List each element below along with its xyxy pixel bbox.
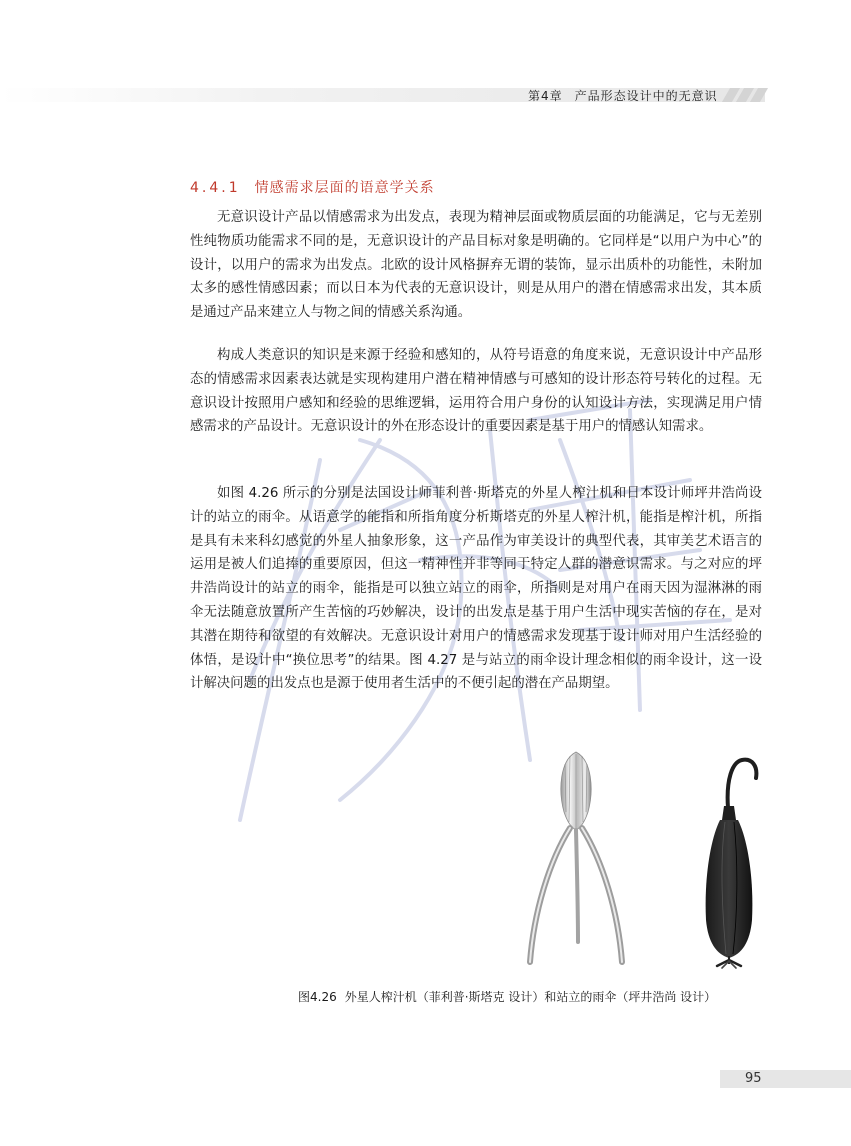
body-paragraph-1: 无意识设计产品以情感需求为出发点，表现为精神层面或物质层面的功能满足，它与无差别性纯物质功能需求不同的是，无意识设计的产品目标对象是明确的。它同样是“以用户为中心”的设计，以用户的需求为出发点。北欧的设计风格摒弃无谓的装饰，显示出质朴的功能性，未附加太多的感性情感因素；而以日本为代表的无意识设计，则是从用户的潜在情感需求出发，其本质是通过产品来建立人与物之间的情感关系沟通。 xyxy=(190,210,762,321)
section-heading xyxy=(190,177,435,197)
footer-bar xyxy=(720,1070,851,1088)
running-header xyxy=(528,87,718,104)
figure-caption xyxy=(298,988,716,1005)
section-title: 情感需求层面的语意学关系 xyxy=(254,180,435,196)
juicer-image xyxy=(530,752,622,962)
header-stripes xyxy=(720,88,770,102)
umbrella-image xyxy=(706,760,757,968)
figure-caption-text: 外星人榨汁机（菲利普·斯塔克 设计）和站立的雨伞（坪井浩尚 设计） xyxy=(344,990,717,1004)
chapter-title: 产品形态设计中的无意识 xyxy=(574,89,718,103)
figure-number: 图4.26 xyxy=(298,990,337,1004)
body-paragraph-2: 构成人类意识的知识是来源于经验和感知的，从符号语意的角度来说，无意识设计中产品形态的情感需求因素表达就是实现构建用户潜在精神情感与可感知的设计形态符号转化的过程。无意识设计按照用户感知和经验的思维逻辑，运用符合用户身份的认知设计方法，实现满足用户情感需求的产品设计。无意识设计的外在形态设计的重要因素是基于用户的情感认知需求。 xyxy=(190,348,762,435)
body-paragraph-3: 如图 4.26 所示的分别是法国设计师菲利普·斯塔克的外星人榨汁机和日本设计师坪井浩尚设计的站立的雨伞。从语意学的能指和所指角度分析斯塔克的外星人榨汁机，能指是榨汁机，所指是具有未来科幻感觉的外星人抽象形象，这一产品作为审美设计的典型代表，其审美艺术语言的运用是被人们追捧的重要原因，但这一精神性并非等同于特定人群的潜意识需求。与之对应的坪井浩尚设计的站立的雨伞，能指是可以独立站立的雨伞，所指则是对用户在雨天因为湿淋淋的雨伞无法随意放置所产生苦恼的巧妙解决，设计的出发点是基于用户生活中现实苦恼的存在，是对其潜在期待和欲望的有效解决。无意识设计对用户的情感需求发现基于设计师对用户生活经验的体悟，是设计中“换位思考”的结果。图 4.27 是与站立的雨伞设计理念相似的雨伞设计，这一设计解决问题的出发点也是源于使用者生活中的不便引起的潜在产品期望。 xyxy=(190,486,762,692)
chapter-label: 第4章 xyxy=(528,89,563,103)
section-number: 4.4.1 xyxy=(190,180,241,196)
page-number: 95 xyxy=(745,1071,762,1086)
figure-4-26 xyxy=(520,750,770,975)
